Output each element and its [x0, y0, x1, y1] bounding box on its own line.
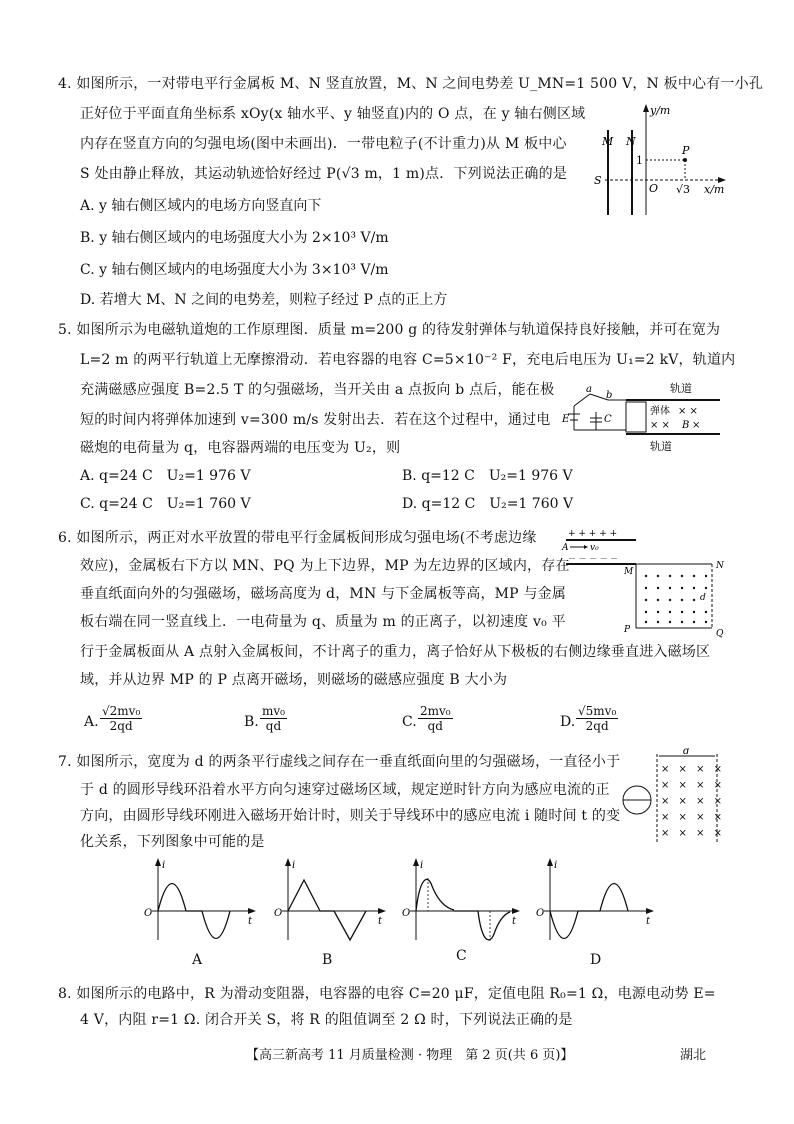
- q6-line-2: 效应)，金属板右下方以 MN、PQ 为上下边界，MP 为左边界的区域内，存在: [80, 558, 570, 574]
- q6-option-d-frac: [576, 704, 618, 733]
- q5-fig-x2: × ×: [650, 420, 670, 431]
- q4-fig-yaxis: y/m: [650, 104, 671, 117]
- q5-fig-x1: × ×: [678, 406, 698, 417]
- q6-option-c-den: qd: [427, 719, 443, 733]
- q4-line-1: 4. 如图所示，一对带电平行金属板 M、N 竖直放置，M、N 之间电势差 U_MN=1 500 V，N 板中心有一小孔: [58, 76, 764, 92]
- q4-fig-tick-y: 1: [636, 154, 643, 167]
- q7-line-2: 于 d 的圆形导线环沿着水平方向匀速穿过磁场区域，规定逆时针方向为感应电流的正: [80, 782, 610, 798]
- q4-option-a: A. y 轴右侧区域内的电场方向竖直向下: [80, 198, 322, 214]
- q6-option-d-num: √5mv₀: [578, 704, 617, 718]
- q6-option-a-den: 2qd: [109, 719, 133, 733]
- q7-fig-x-row4: × × × ×: [661, 812, 725, 823]
- q6-option-b-num: mv₀: [262, 704, 285, 718]
- q5-option-d: D. q=12 C U₂=1 760 V: [402, 496, 574, 512]
- q6-fig-d: d: [700, 593, 706, 603]
- q6-line-4: 板右端在同一竖直线上．一电荷量为 q、质量为 m 的正离子，以初速度 v₀ 平: [80, 614, 566, 630]
- q4-figure: [590, 100, 740, 220]
- q4-fig-p: P: [682, 144, 690, 157]
- q7-graph-d-o: O: [536, 908, 545, 919]
- q6-option-d-den: 2qd: [585, 719, 609, 733]
- q5-fig-b-switch: b: [606, 390, 613, 401]
- q6-option-c-num: 2mv₀: [420, 704, 451, 718]
- q7-fig-x-row5: × × × ×: [661, 828, 725, 839]
- q5-line-3: 充满磁感应强度 B=2.5 T 的匀强磁场，当开关由 a 点扳向 b 点后，能在极: [80, 382, 555, 398]
- q4-fig-o: O: [649, 182, 659, 195]
- q7-line-3: 方向，由圆形导线环刚进入磁场开始计时，则关于导线环中的感应电流 i 随时间 t 的变: [80, 808, 621, 824]
- q5-fig-a: a: [586, 384, 592, 395]
- q7-graph-c-o: O: [402, 908, 411, 919]
- q7-graph-b-i: i: [292, 860, 296, 871]
- q7-graph-d: [532, 856, 662, 951]
- q4-line-3: 内存在竖直方向的匀强电场(图中未画出)．一带电粒子(不计重力)从 M 板中心: [80, 136, 567, 152]
- q6-line-1: 6. 如图所示，两正对水平放置的带电平行金属板间形成匀强电场(不考虑边缘: [58, 530, 537, 546]
- q5-line-2: L=2 m 的两平行轨道上无摩擦滑动．若电容器的电容 C=5×10⁻² F，充电后电压为 U₁=2 kV，轨道内: [80, 352, 736, 368]
- q7-graph-d-t: t: [646, 916, 651, 927]
- q6-option-c-frac: [418, 704, 453, 733]
- q5-fig-rail-top: 轨道: [670, 382, 692, 395]
- q8-line-1: 8. 如图所示的电路中，R 为滑动变阻器，电容器的电容 C=20 μF，定值电阻 R₀=1 Ω，电源电动势 E=: [58, 986, 716, 1002]
- q6-fig-minus: － － － － －: [568, 554, 619, 563]
- q7-graph-b-o: O: [274, 908, 283, 919]
- q5-fig-body: 弹体: [650, 406, 670, 417]
- q4-fig-tick-x: √3: [676, 183, 691, 196]
- q6-fig-dots: [645, 575, 707, 623]
- q7-line-4: 化关系，下列图象中可能的是: [80, 834, 265, 850]
- q5-line-4: 短的时间内将弹体加速到 v=300 m/s 发射出去．若在这个过程中，通过电: [80, 412, 551, 428]
- q7-fig-x-row3: × × × ×: [661, 796, 725, 807]
- q6-option-c-letter: C.: [402, 714, 417, 730]
- q6-option-b-frac: [260, 704, 287, 733]
- q7-graph-c: [398, 856, 528, 951]
- q6-fig-m: M: [624, 567, 634, 577]
- q7-graph-b-t: t: [378, 916, 383, 927]
- q4-line-2: 正好位于平面直角坐标系 xOy(x 轴水平、y 轴竖直)内的 O 点，在 y 轴右侧区域: [80, 106, 586, 122]
- q7-figure: [615, 748, 725, 848]
- q5-option-c: C. q=24 C U₂=1 760 V: [80, 496, 251, 512]
- q5-fig-b-field: B: [682, 420, 690, 431]
- q7-graph-a-o: O: [144, 908, 153, 919]
- q8-line-2: 4 V，内阻 r=1 Ω. 闭合开关 S，将 R 的阻值调至 2 Ω 时，下列说法正确的是: [80, 1012, 573, 1028]
- q6-line-5: 行于金属板面从 A 点射入金属板间，不计离子的重力，离子恰好从下极板的右侧边缘垂直进入磁场区: [80, 644, 711, 660]
- footer-region: 湖北: [680, 1048, 707, 1063]
- q6-option-d-letter: D.: [560, 714, 576, 730]
- q7-fig-d: d: [683, 748, 690, 757]
- q6-fig-q: Q: [716, 629, 724, 639]
- q7-graph-d-i: i: [554, 860, 558, 871]
- q6-figure: [560, 522, 730, 642]
- q5-line-1: 5. 如图所示为电磁轨道炮的工作原理图．质量 m=200 g 的待发射弹体与轨道保持良好接触，并可在宽为: [58, 322, 721, 338]
- q5-fig-x3: ×: [692, 420, 701, 431]
- footer-page-info: 【高三新高考 11 月质量检测 · 物理 第 2 页(共 6 页)】: [246, 1048, 574, 1063]
- q6-option-a-frac: [100, 704, 142, 733]
- q4-line-4: S 处由静止释放，其运动轨迹恰好经过 P(√3 m，1 m)点．下列说法正确的是: [80, 166, 568, 182]
- q4-option-b: B. y 轴右侧区域内的电场强度大小为 2×10³ V/m: [80, 230, 389, 246]
- q7-graph-label-d: D: [590, 952, 602, 968]
- q6-line-3: 垂直纸面向外的匀强磁场，磁场高度为 d，MN 与下金属板等高，MP 与金属: [80, 586, 567, 602]
- q7-graph-a-i: i: [162, 860, 166, 871]
- q5-line-5: 磁炮的电荷量为 q，电容器两端的电压变为 U₂，则: [80, 440, 401, 456]
- q5-figure: [560, 378, 740, 458]
- q6-option-b-den: qd: [265, 719, 282, 733]
- q6-fig-plus: + + + + +: [568, 529, 618, 539]
- q4-fig-m: M: [602, 135, 614, 148]
- q6-option-b-letter: B.: [244, 714, 259, 730]
- q7-graph-c-t: t: [512, 916, 517, 927]
- q6-fig-v0: v₀: [590, 543, 599, 553]
- q4-fig-n: N: [626, 135, 636, 148]
- q6-fig-a: A: [562, 543, 569, 553]
- q7-graph-a-t: t: [248, 916, 253, 927]
- q7-graph-label-a: A: [192, 952, 203, 968]
- q6-fig-n: N: [716, 561, 724, 571]
- q7-fig-x-row1: × × × ×: [661, 764, 725, 775]
- q4-option-d: D. 若增大 M、N 之间的电势差，则粒子经过 P 点的正上方: [80, 292, 448, 308]
- q7-graph-label-b: B: [322, 952, 333, 968]
- q5-fig-e: E: [562, 414, 570, 425]
- q4-fig-s: S: [594, 174, 602, 187]
- q4-option-c: C. y 轴右侧区域内的电场强度大小为 3×10³ V/m: [80, 262, 389, 278]
- q7-line-1: 7. 如图所示，宽度为 d 的两条平行虚线之间存在一垂直纸面向里的匀强磁场，一直径小于: [58, 754, 621, 770]
- q5-option-b: B. q=12 C U₂=1 976 V: [402, 468, 573, 484]
- q6-option-a-num: √2mv₀: [102, 704, 141, 718]
- q7-graph-label-c: C: [456, 948, 467, 964]
- q4-fig-xaxis: x/m: [704, 183, 725, 196]
- q7-graph-c-i: i: [420, 860, 424, 871]
- q5-fig-rail-bottom: 轨道: [650, 440, 672, 453]
- q6-line-6: 域，并从边界 MP 的 P 点离开磁场，则磁场的磁感应强度 B 大小为: [80, 672, 508, 688]
- q7-graph-b: [270, 856, 390, 951]
- q6-option-a-letter: A.: [84, 714, 99, 730]
- q5-option-a: A. q=24 C U₂=1 976 V: [80, 468, 251, 484]
- q6-fig-p: P: [624, 625, 631, 635]
- q7-graph-a: [140, 856, 260, 951]
- q7-fig-x-row2: × × × ×: [661, 780, 725, 791]
- q5-fig-c: C: [604, 414, 612, 425]
